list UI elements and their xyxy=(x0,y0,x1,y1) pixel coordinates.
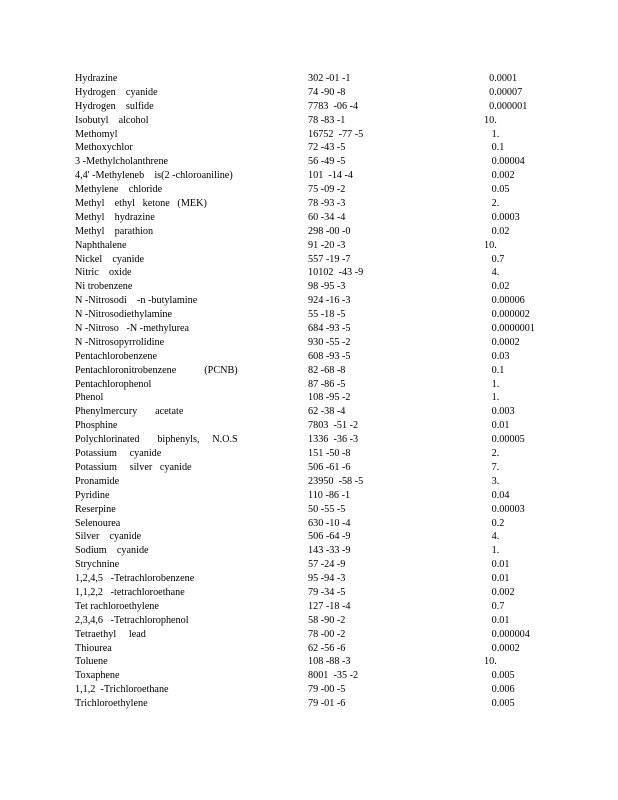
table-row xyxy=(0,530,618,544)
concentration-value: 4. xyxy=(484,267,500,279)
table-row xyxy=(0,169,618,183)
chemical-name: Potassium silver cyanide xyxy=(75,461,192,473)
concentration-value: 0.1 xyxy=(484,142,505,154)
table-row xyxy=(0,655,618,669)
cas-number: 74 -90 -8 xyxy=(308,86,346,98)
chemical-name: Methyl hydrazine xyxy=(75,211,155,223)
chemical-name: Polychlorinated biphenyls, N.O.S xyxy=(75,434,238,446)
chemical-name: Selenourea xyxy=(75,517,121,529)
concentration-value: 0.0000001 xyxy=(484,323,535,335)
table-row xyxy=(0,558,618,572)
cas-number: 95 -94 -3 xyxy=(308,573,346,585)
table-row xyxy=(0,72,618,86)
cas-number: 79 -00 -5 xyxy=(308,684,346,696)
chemical-name: Hydrogen cyanide xyxy=(75,86,158,98)
concentration-value: 10. xyxy=(484,239,497,251)
chemical-name: Ni trobenzene xyxy=(75,281,133,293)
chemical-name: Nickel cyanide xyxy=(75,253,145,265)
concentration-value: 0.006 xyxy=(484,684,515,696)
cas-number: 506 -61 -6 xyxy=(308,461,351,473)
cas-number: 50 -55 -5 xyxy=(308,503,346,515)
cas-number: 78 -93 -3 xyxy=(308,198,346,210)
table-row xyxy=(0,114,618,128)
chemical-name: Nitric oxide xyxy=(75,267,132,279)
concentration-value: 0.01 xyxy=(484,420,510,432)
table-row xyxy=(0,225,618,239)
table-row xyxy=(0,642,618,656)
chemical-name: Toluene xyxy=(75,656,108,668)
concentration-value: 0.00003 xyxy=(484,503,525,515)
concentration-value: 0.000004 xyxy=(484,628,530,640)
table-row xyxy=(0,239,618,253)
cas-number: 82 -68 -8 xyxy=(308,364,346,376)
cas-number: 143 -33 -9 xyxy=(308,545,351,557)
cas-number: 87 -86 -5 xyxy=(308,378,346,390)
table-row xyxy=(0,100,618,114)
concentration-value: 0.000002 xyxy=(484,309,530,321)
table-row xyxy=(0,628,618,642)
concentration-value: 0.005 xyxy=(484,670,515,682)
table-row xyxy=(0,155,618,169)
chemical-name: N -Nitrosodi -n -butylamine xyxy=(75,295,198,307)
table-row xyxy=(0,141,618,155)
chemical-name: Phosphine xyxy=(75,420,118,432)
chemical-name: Phenylmercury acetate xyxy=(75,406,184,418)
concentration-value: 2. xyxy=(484,448,500,460)
chemical-name: Methyl parathion xyxy=(75,225,154,237)
cas-number: 108 -95 -2 xyxy=(308,392,351,404)
chemical-name: Methylene chloride xyxy=(75,184,163,196)
table-row xyxy=(0,419,618,433)
table-row xyxy=(0,294,618,308)
cas-number: 684 -93 -5 xyxy=(308,323,351,335)
cas-number: 1336 -36 -3 xyxy=(308,434,359,446)
cas-number: 151 -50 -8 xyxy=(308,448,351,460)
concentration-value: 0.00006 xyxy=(484,295,525,307)
concentration-value: 0.2 xyxy=(484,517,505,529)
table-row xyxy=(0,322,618,336)
chemical-name: 4,4' -Methyleneb is(2 -chloroaniline) xyxy=(75,170,233,182)
table-row xyxy=(0,517,618,531)
cas-number: 62 -56 -6 xyxy=(308,642,346,654)
concentration-value: 1. xyxy=(484,545,500,557)
table-row xyxy=(0,183,618,197)
cas-number: 75 -09 -2 xyxy=(308,184,346,196)
chemical-name: Methomyl xyxy=(75,128,118,140)
table-row xyxy=(0,86,618,100)
cas-number: 7783 -06 -4 xyxy=(308,100,359,112)
table-row xyxy=(0,336,618,350)
cas-number: 110 -86 -1 xyxy=(308,489,351,501)
chemical-name: Sodium cyanide xyxy=(75,545,149,557)
concentration-value: 0.01 xyxy=(484,614,510,626)
chemical-name: Pronamide xyxy=(75,475,120,487)
cas-number: 630 -10 -4 xyxy=(308,517,351,529)
table-row xyxy=(0,391,618,405)
chemical-name: 1,1,2 -Trichloroethane xyxy=(75,684,169,696)
cas-number: 72 -43 -5 xyxy=(308,142,346,154)
chemical-name: Naphthalene xyxy=(75,239,127,251)
chemical-name: N -Nitrosopyrrolidine xyxy=(75,336,165,348)
cas-number: 62 -38 -4 xyxy=(308,406,346,418)
cas-number: 557 -19 -7 xyxy=(308,253,351,265)
chemical-name: 1,1,2,2 -tetrachloroethane xyxy=(75,586,185,598)
chemical-name: Phenol xyxy=(75,392,104,404)
table-row xyxy=(0,211,618,225)
concentration-value: 0.000001 xyxy=(484,100,528,112)
cas-number: 56 -49 -5 xyxy=(308,156,346,168)
cas-number: 98 -95 -3 xyxy=(308,281,346,293)
cas-number: 58 -90 -2 xyxy=(308,614,346,626)
cas-number: 608 -93 -5 xyxy=(308,350,351,362)
cas-number: 8001 -35 -2 xyxy=(308,670,359,682)
table-row xyxy=(0,350,618,364)
chemical-name: Hydrogen sulfide xyxy=(75,100,154,112)
table-row xyxy=(0,503,618,517)
chemical-table xyxy=(0,72,618,711)
table-row xyxy=(0,447,618,461)
concentration-value: 0.02 xyxy=(484,225,510,237)
cas-number: 16752 -77 -5 xyxy=(308,128,364,140)
table-row xyxy=(0,461,618,475)
table-row xyxy=(0,489,618,503)
table-row xyxy=(0,475,618,489)
chemical-name: Isobutyl alcohol xyxy=(75,114,149,126)
concentration-value: 0.002 xyxy=(484,170,515,182)
chemical-name: 3 -Methylcholanthrene xyxy=(75,156,169,168)
cas-number: 23950 -58 -5 xyxy=(308,475,364,487)
concentration-value: 4. xyxy=(484,531,500,543)
chemical-name: Methoxychlor xyxy=(75,142,133,154)
table-row xyxy=(0,364,618,378)
table-row xyxy=(0,197,618,211)
concentration-value: 0.1 xyxy=(484,364,505,376)
concentration-value: 0.0002 xyxy=(484,642,520,654)
table-row xyxy=(0,544,618,558)
cas-number: 91 -20 -3 xyxy=(308,239,346,251)
cas-number: 78 -83 -1 xyxy=(308,114,346,126)
concentration-value: 1. xyxy=(484,128,500,140)
chemical-name: Hydrazine xyxy=(75,73,118,84)
concentration-value: 0.03 xyxy=(484,350,510,362)
cas-number: 302 -01 -1 xyxy=(308,73,351,84)
concentration-value: 3. xyxy=(484,475,500,487)
chemical-name: N -Nitroso -N -methylurea xyxy=(75,323,190,335)
table-row xyxy=(0,683,618,697)
cas-number: 924 -16 -3 xyxy=(308,295,351,307)
chemical-name: N -Nitrosodiethylamine xyxy=(75,309,173,321)
cas-number: 298 -00 -0 xyxy=(308,225,351,237)
table-row xyxy=(0,600,618,614)
chemical-name: Thiourea xyxy=(75,642,112,654)
table-row xyxy=(0,614,618,628)
concentration-value: 0.00004 xyxy=(484,156,525,168)
concentration-value: 0.7 xyxy=(484,253,505,265)
cas-number: 78 -00 -2 xyxy=(308,628,346,640)
table-row xyxy=(0,586,618,600)
cas-number: 7803 -51 -2 xyxy=(308,420,359,432)
concentration-value: 0.01 xyxy=(484,559,510,571)
chemical-name: Strychnine xyxy=(75,559,120,571)
chemical-name: Potassium cyanide xyxy=(75,448,162,460)
table-row xyxy=(0,378,618,392)
concentration-value: 0.04 xyxy=(484,489,510,501)
cas-number: 101 -14 -4 xyxy=(308,170,353,182)
concentration-value: 0.00005 xyxy=(484,434,525,446)
concentration-value: 0.05 xyxy=(484,184,510,196)
concentration-value: 7. xyxy=(484,461,500,473)
concentration-value: 2. xyxy=(484,198,500,210)
chemical-name: Tet rachloroethylene xyxy=(75,600,159,612)
chemical-name: Reserpine xyxy=(75,503,116,515)
concentration-value: 0.7 xyxy=(484,600,505,612)
chemical-name: Methyl ethyl ketone (MEK) xyxy=(75,198,207,210)
concentration-value: 0.003 xyxy=(484,406,515,418)
cas-number: 79 -34 -5 xyxy=(308,586,346,598)
cas-number: 57 -24 -9 xyxy=(308,559,346,571)
chemical-name: Pentachlorophenol xyxy=(75,378,152,390)
cas-number: 506 -64 -9 xyxy=(308,531,351,543)
cas-number: 60 -34 -4 xyxy=(308,211,346,223)
table-row xyxy=(0,669,618,683)
concentration-value: 0.01 xyxy=(484,573,510,585)
chemical-name: Toxaphene xyxy=(75,670,120,682)
chemical-name: Trichloroethylene xyxy=(75,698,148,710)
chemical-name: Pyridine xyxy=(75,489,110,501)
concentration-value: 10. xyxy=(484,114,497,126)
chemical-name: Silver cyanide xyxy=(75,531,142,543)
table-row xyxy=(0,128,618,142)
concentration-value: 0.02 xyxy=(484,281,510,293)
chemical-name: Tetraethyl lead xyxy=(75,628,146,640)
concentration-value: 0.0002 xyxy=(484,336,520,348)
table-row xyxy=(0,572,618,586)
cas-number: 55 -18 -5 xyxy=(308,309,346,321)
cas-number: 108 -88 -3 xyxy=(308,656,351,668)
concentration-value: 0.0001 xyxy=(484,73,518,84)
table-row xyxy=(0,266,618,280)
chemical-name: Pentachlorobenzene xyxy=(75,350,158,362)
concentration-value: 1. xyxy=(484,392,500,404)
table-row xyxy=(0,253,618,267)
table-row xyxy=(0,405,618,419)
cas-number: 930 -55 -2 xyxy=(308,336,351,348)
table-row xyxy=(0,697,618,711)
concentration-value: 0.0003 xyxy=(484,211,520,223)
concentration-value: 1. xyxy=(484,378,500,390)
concentration-value: 0.002 xyxy=(484,586,515,598)
concentration-value: 10. xyxy=(484,656,497,668)
table-row xyxy=(0,433,618,447)
table-row xyxy=(0,280,618,294)
cas-number: 127 -18 -4 xyxy=(308,600,351,612)
chemical-name: 2,3,4,6 -Tetrachlorophenol xyxy=(75,614,189,626)
concentration-value: 0.005 xyxy=(484,698,515,710)
cas-number: 79 -01 -6 xyxy=(308,698,346,710)
chemical-name: Pentachloronitrobenzene (PCNB) xyxy=(75,364,238,376)
cas-number: 10102 -43 -9 xyxy=(308,267,364,279)
concentration-value: 0.00007 xyxy=(484,86,523,98)
chemical-name: 1,2,4,5 -Tetrachlorobenzene xyxy=(75,573,195,585)
table-row xyxy=(0,308,618,322)
